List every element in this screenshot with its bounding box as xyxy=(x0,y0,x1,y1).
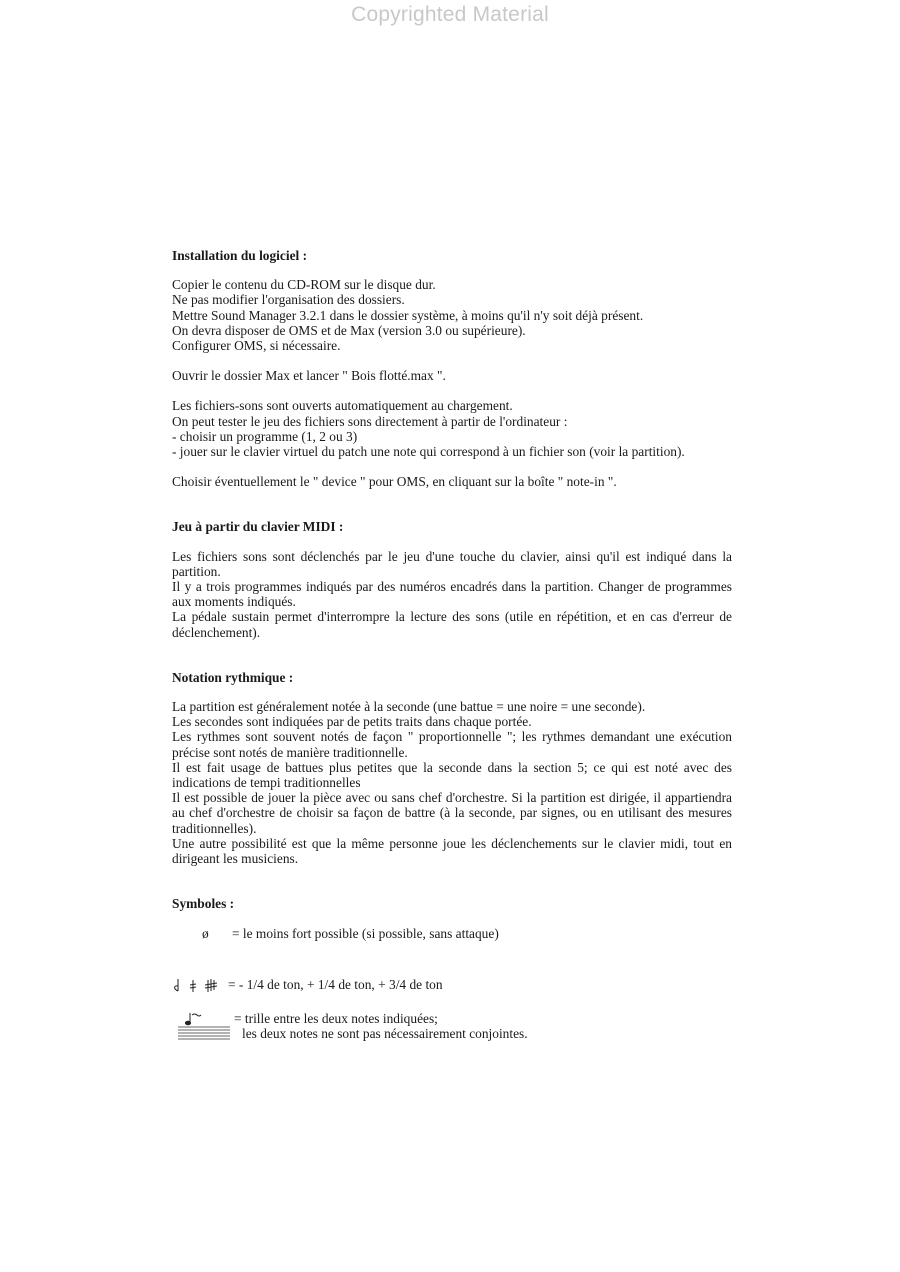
text-paragraph: Il est possible de jouer la pièce avec ou sans chef d'orchestre. Si la partition est dirigée, il appartiendra au chef d'orchestre de choisir sa façon de battre (à la seconde, par signes, ou en utilisant des mesures traditionnelles). xyxy=(172,790,732,836)
text-line: - choisir un programme (1, 2 ou 3) xyxy=(172,428,358,444)
text-line: Ouvrir le dossier Max et lancer " Bois flotté.max ". xyxy=(172,368,446,384)
symbol-description: = le moins fort possible (si possible, sans attaque) xyxy=(232,925,499,941)
text-line: On peut tester le jeu des fichiers sons directement à partir de l'ordinateur : xyxy=(172,413,568,429)
symbol-niente xyxy=(202,926,732,941)
symbol-description: = trille entre les deux notes indiquées; xyxy=(234,1010,438,1026)
text-paragraph: La partition est généralement notée à la seconde (une battue = une noire = une seconde). xyxy=(172,699,646,715)
page-content xyxy=(172,248,732,1043)
symbol-trill xyxy=(172,1011,732,1043)
text-line: Mettre Sound Manager 3.2.1 dans le dossier système, à moins qu'il n'y soit déjà présent. xyxy=(172,307,644,323)
symbols-heading: Symboles : xyxy=(172,896,235,912)
quarter-tone-accidentals-icon xyxy=(172,977,222,993)
text-line: Ne pas modifier l'organisation des dossiers. xyxy=(172,292,405,308)
text-paragraph: La pédale sustain permet d'interrompre la lecture des sons (utile en répétition, et en cas d'erreur de déclenchement). xyxy=(172,609,732,640)
text-paragraph: Les secondes sont indiquées par de petits traits dans chaque portée. xyxy=(172,714,532,730)
rhythm-heading: Notation rythmique : xyxy=(172,669,294,685)
copyright-watermark: Copyrighted Material xyxy=(351,3,549,26)
installation-steps xyxy=(172,277,732,353)
text-line: Choisir éventuellement le " device " pour OMS, en cliquant sur la boîte " note-in ". xyxy=(172,474,617,490)
midi-heading: Jeu à partir du clavier MIDI : xyxy=(172,519,344,535)
text-line: Les fichiers-sons sont ouverts automatiquement au chargement. xyxy=(172,398,513,414)
text-line: Copier le contenu du CD-ROM sur le disque dur. xyxy=(172,277,436,293)
symbol-description: = - 1/4 de ton, + 1/4 de ton, + 3/4 de ton xyxy=(228,977,443,993)
testing-instructions xyxy=(172,398,732,459)
symbol-description: les deux notes ne sont pas nécessairement conjointes. xyxy=(242,1025,528,1041)
text-line: Configurer OMS, si nécessaire. xyxy=(172,338,341,354)
installation-heading: Installation du logiciel : xyxy=(172,248,308,263)
text-paragraph: Une autre possibilité est que la même personne joue les déclenchements sur le clavier midi, tout en dirigeant les musiciens. xyxy=(172,835,732,867)
text-paragraph: - jouer sur le clavier virtuel du patch une note qui correspond à un fichier son (voir la partition). xyxy=(172,444,685,460)
symbol-quarter-tones xyxy=(172,977,732,993)
text-paragraph: Il est fait usage de battues plus petites que la seconde dans la section 5; ce qui est noté avec des indications de tempi traditionnelles xyxy=(172,759,732,791)
text-line: On devra disposer de OMS et de Max (version 3.0 ou supérieure). xyxy=(172,322,526,338)
text-paragraph: Les rythmes sont souvent notés de façon " proportionnelle "; les rythmes demandant une exécution précise sont notés de manière traditionnelle. xyxy=(172,729,732,760)
niente-glyph: ø xyxy=(202,925,209,941)
text-paragraph: Il y a trois programmes indiqués par des numéros encadrés dans la partition. Changer de programmes aux moments indiqués. xyxy=(172,579,732,610)
trill-staff-icon xyxy=(178,1011,230,1043)
text-paragraph: Les fichiers sons sont déclenchés par le jeu d'une touche du clavier, ainsi qu'il est indiqué dans la partition. xyxy=(172,548,732,579)
